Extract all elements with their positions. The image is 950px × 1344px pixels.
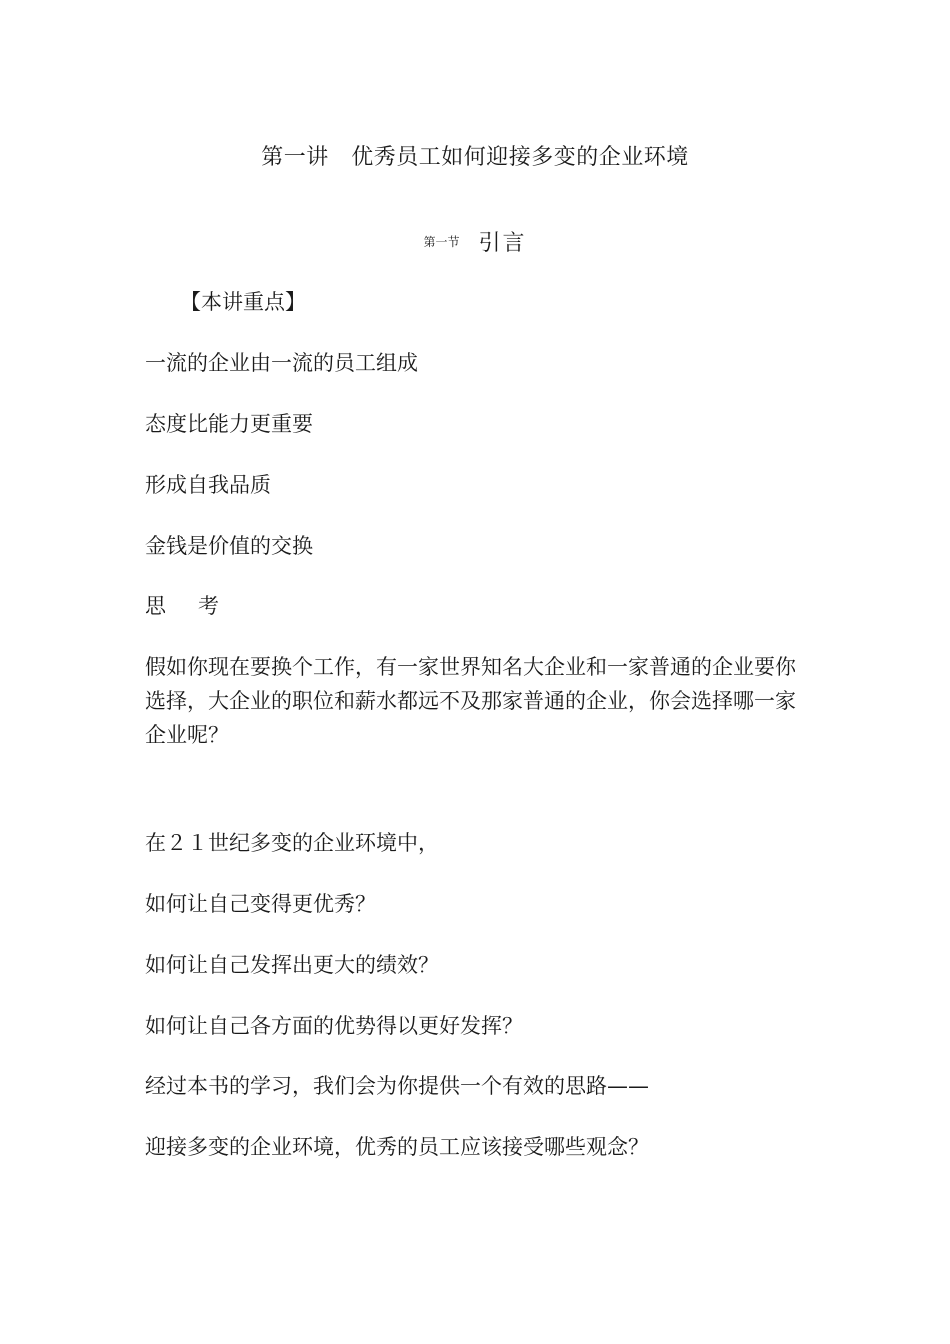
intro-line: 在２１世纪多变的企业环境中，	[145, 831, 439, 855]
section-heading	[0, 226, 950, 257]
section-name: 引言	[478, 231, 527, 256]
section-number: 第一节	[423, 235, 460, 249]
key-point-item: 金钱是价值的交换	[145, 534, 313, 558]
intro-line: 迎接多变的企业环境，优秀的员工应该接受哪些观念？	[145, 1135, 649, 1159]
intro-line: 经过本书的学习，我们会为你提供一个有效的思路——	[145, 1074, 649, 1098]
key-points-heading: 【本讲重点】	[180, 290, 306, 314]
intro-line: 如何让自己发挥出更大的绩效？	[145, 953, 439, 977]
lecture-title: 第一讲 优秀员工如何迎接多变的企业环境	[261, 145, 689, 170]
key-point-item: 形成自我品质	[145, 473, 271, 497]
think-question-paragraph: 假如你现在要换个工作，有一家世界知名大企业和一家普通的企业要你选择，大企业的职位和薪水都远不及那家普通的企业，你会选择哪一家企业呢？	[145, 655, 796, 747]
intro-line: 如何让自己各方面的优势得以更好发挥？	[145, 1014, 523, 1038]
key-point-item: 一流的企业由一流的员工组成	[145, 351, 418, 375]
key-point-item: 态度比能力更重要	[145, 412, 313, 436]
intro-line: 如何让自己变得更优秀？	[145, 892, 376, 916]
think-label: 思考	[145, 594, 251, 618]
